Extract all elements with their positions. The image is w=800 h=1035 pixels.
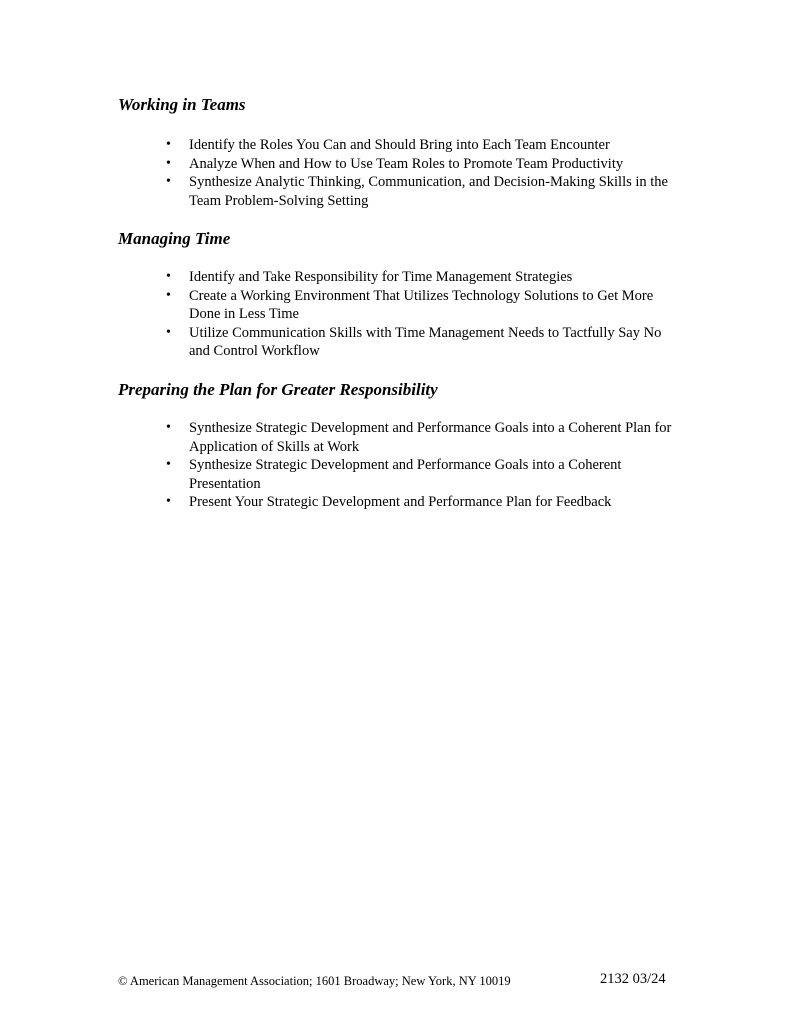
bullet-list xyxy=(163,268,683,361)
bullet-icon: • xyxy=(166,287,171,303)
list-item xyxy=(163,136,683,155)
section-heading: Preparing the Plan for Greater Responsibility xyxy=(118,380,438,399)
section-working-in-teams xyxy=(118,95,698,209)
list-item-text: Create a Working Environment That Utilizes Technology Solutions to Get More Done in Less Time xyxy=(189,287,654,322)
list-item xyxy=(163,419,683,456)
bullet-icon: • xyxy=(166,457,171,472)
bullet-icon: • xyxy=(166,269,171,284)
list-item-text: Synthesize Strategic Development and Performance Goals into a Coherent Plan for Application of Skills at Work xyxy=(189,420,672,455)
bullet-list xyxy=(163,419,683,512)
list-item-text: Identify and Take Responsibility for Time Management Strategies xyxy=(189,269,573,285)
bullet-icon: • xyxy=(166,137,171,152)
list-item xyxy=(163,324,683,361)
list-item xyxy=(163,493,683,512)
bullet-icon: • xyxy=(166,155,171,171)
list-item-text: Utilize Communication Skills with Time Management Needs to Tactfully Say No and Control Workflow xyxy=(189,324,662,359)
footer-copyright: © American Management Association; 1601 Broadway; New York, NY 10019 xyxy=(118,974,511,988)
list-item-text: Present Your Strategic Development and Performance Plan for Feedback xyxy=(189,494,612,510)
section-managing-time xyxy=(118,229,698,359)
bullet-list xyxy=(163,136,683,210)
section-heading: Working in Teams xyxy=(118,95,246,114)
list-item xyxy=(163,155,683,174)
list-item xyxy=(163,287,683,324)
bullet-icon: • xyxy=(166,174,171,189)
list-item-text: Synthesize Analytic Thinking, Communication, and Decision-Making Skills in the Team Problem-Solving Setting xyxy=(189,174,668,209)
bullet-icon: • xyxy=(166,494,171,509)
list-item xyxy=(163,268,683,287)
list-item xyxy=(163,456,683,493)
list-item-text: Synthesize Strategic Development and Performance Goals into a Coherent Presentation xyxy=(189,457,622,492)
footer-document-code: 2132 03/24 xyxy=(600,971,666,987)
section-preparing-the-plan xyxy=(118,380,698,510)
section-heading: Managing Time xyxy=(118,229,231,248)
list-item-text: Analyze When and How to Use Team Roles to Promote Team Productivity xyxy=(189,155,624,172)
bullet-icon: • xyxy=(166,324,171,340)
bullet-icon: • xyxy=(166,420,171,435)
list-item-text: Identify the Roles You Can and Should Bring into Each Team Encounter xyxy=(189,137,610,153)
list-item xyxy=(163,173,683,210)
